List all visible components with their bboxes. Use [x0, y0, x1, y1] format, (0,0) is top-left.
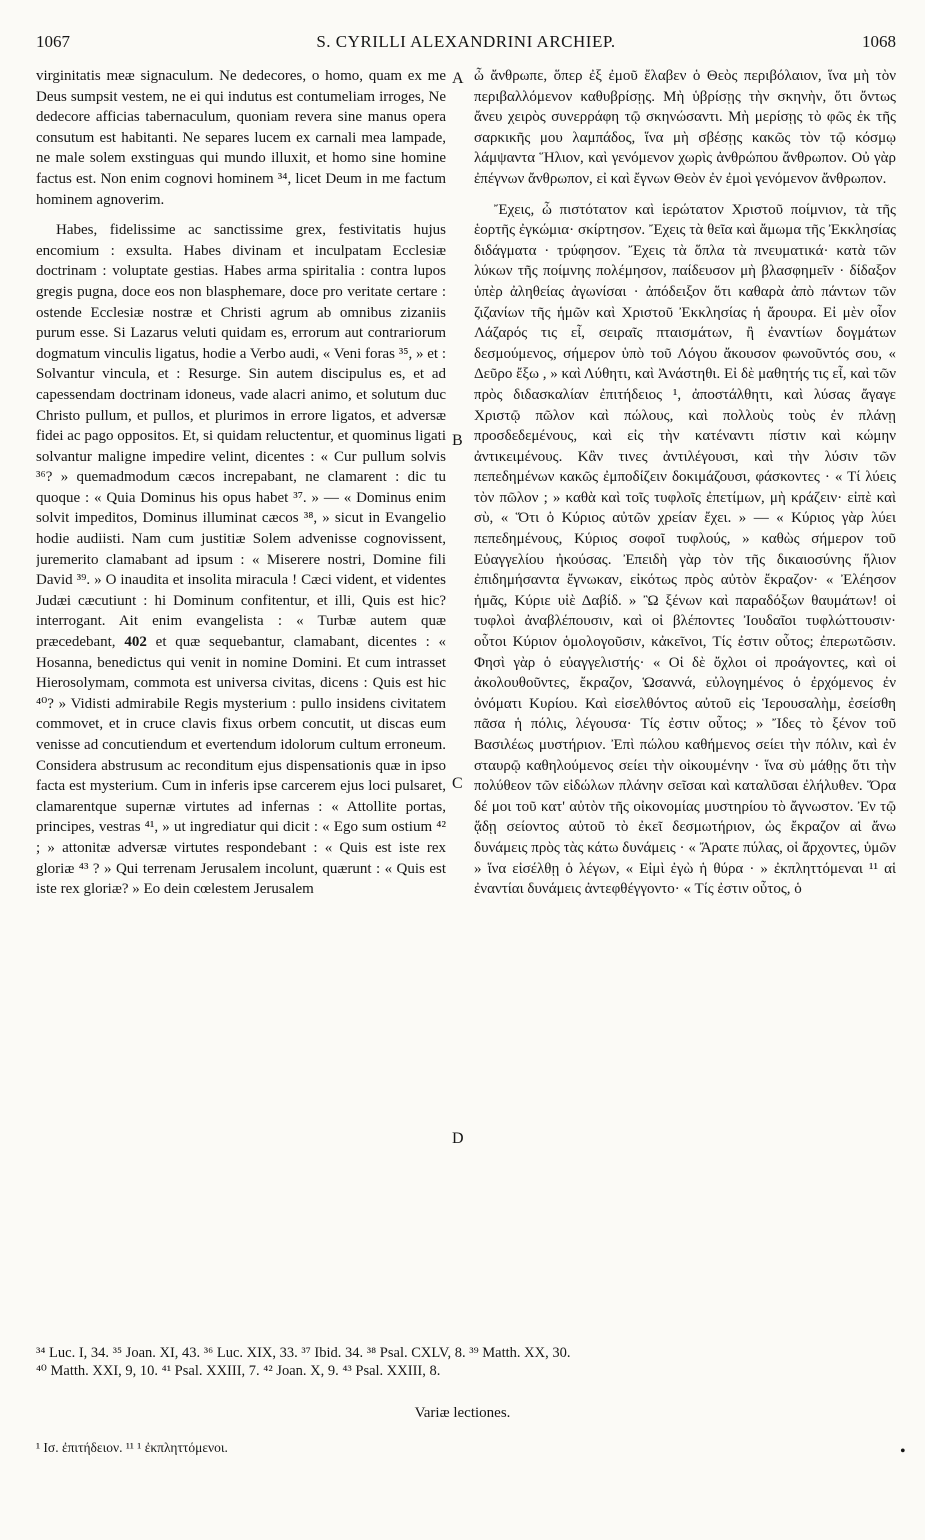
greek-paragraph-2: Ἔχεις, ὦ πιστότατον καὶ ἱερώτατον Χριστοῦ ποίμνιον, τὰ τῆς ἑορτῆς ἐγκώμια· σκίρτησον. Ἔχεις τὰ θεῖα καὶ ἄμωμα τῆς Ἐκκλησίας διδάγματα · τρύφησον. Ἔχεις τὰ ὅπλα τὰ πνευματικά· κατὰ τῶν λύκων τῆς ποίμνης πολέμησον, παίδευσον μὴ βλασφημεῖν · δίδαξον ὑπὲρ ἀληθείας ἀγωνίσαι · ἀπόδειξον ὅτι καθαρὰ ἀπὸ πάντων τῶν ζιζανίων τῆς ἡμῶν καὶ Χριστοῦ Ἐκκλησίας ἡ ἄρουρα. Εἰ μὲν οἷον Λάζαρός τις εἶ, σειραῖς πταισμάτων, ἢ ἐναντίων δογμάτων δεσμούμενος, σήμερον ὑπὸ τοῦ Λόγου ἄκουσον φωνοῦντός σου, « Δεῦρο ἔξω , » καὶ Λύθητι, καὶ Ἀνάστηθι. Εἰ δὲ μαθητής τις εἶ, καὶ τῶν πρὸς διδασκαλίαν ἐπιτήδειος ¹, ἀποστάλθητι, καὶ λύσας ἄγαγε Χριστῷ πῶλον καὶ πώλους, καὶ πολλοὺς τοὺς ἐν πλάνῃ προσδεδεμένους, καὶ εἰς τὴν κατέναντι πίστιν καὶ κώμην ἀντικειμένους. Κἂν τινες ἀντιλέγουσι, καὶ τὴν λύσιν τῶν πεπεδημένων κακῶς ἐμποδίζειν δοκιμάζουσι, φάσκοντες · « Τί λύεις τὸν πῶλον ; » καθὰ καὶ τοῖς τυφλοῖς ἐπετίμων, μὴ κράζειν· εἰπὲ καὶ σὺ, « Ὅτι ὁ Κύριος αὐτῶν χρείαν ἔχει. » — « Κύριος γὰρ λύει πεπεδημένους, Κύριος σοφοῖ τυφλούς, » καθὼς σήμερον τοῦ Εὐαγγελίου ἠκούσας. Ἐπειδὴ γὰρ τὸν τῆς δικαιοσύνης ἥλιον ἐπιδημήσαντα ἔγνωκαν, εἰκότως πρὸς αὐτὸν ἔκραζον· « Ἐλέησον ἡμᾶς, Κύριε υἱὲ Δαβίδ. » Ὢ ξένων καὶ παραδόξων θαυμάτων! οἱ τυφλοὶ ἀναβλέπουσιν, καὶ οἱ βλέποντες Ἰουδαῖοι τυφλώττουσιν· οὗτοι Κύριον ὁμολογοῦσιν, κἀκεῖνοι, Τίς ἐστιν οὗτος; ἐπερωτῶσιν. Φησὶ γὰρ ὁ εὐαγγελιστής· « Οἱ δὲ ὄχλοι οἱ προάγοντες, καὶ οἱ ἀκολουθοῦντες, ἔκραζον, Ὡσαννά, εὐλογημένος ὁ ἐρχόμενος ἐν ὀνόματι Κυρίου. Καὶ εἰσελθόντος αὐτοῦ εἰς Ἱερουσαλὴμ, ἐσείσθη πᾶσα ἡ πόλις, λέγουσα· Τίς ἐστιν οὗτος; » Ἴδες τὸ ξένον τοῦ Βασιλέως μυστήριον. Ἐπὶ πώλου καθήμενος σείει τὴν πόλιν, καὶ ἐν σταυρῷ καθηλούμενος σείει τὴν οἰκουμένην · ἵνα σὺ μάθῃς ὅτι τὴν πολύθεον τῶν εἰδώλων πλάνην σεῖσαι καὶ καταλῦσαι ἐλήλυθεν. Ὅρα δέ μοι τοῦ κατ' αὐτὸν τῆς οἰκονομίας μυστηρίου τὸ ἄγνωστον. Ἐν τῷ ᾅδῃ σείοντος αὐτοῦ τὸ ἐκεῖ δεσμωτήριον, ὡς ἔκραζον αἱ ἄνω δυνάμεις πρὸς τὰς κάτω δυνάμεις · « Ἄρατε πύλας, οἱ ἄρχοντες, ὑμῶν » ἵνα εἰσέλθῃ ὁ λέγων, « Εἰμὶ ἐγὼ ἡ θύρα · » ἐκπληττόμεναι ¹¹ αἱ ἐναντίαι δυνάμεις ἀντεφθέγγοντο· « Τίς ἐστιν οὗτος, ὁ: [474, 201, 896, 898]
greek-paragraph-1: ὦ ἄνθρωπε, ὅπερ ἐξ ἐμοῦ ἔλαβεν ὁ Θεὸς περιβόλαιον, ἵνα μὴ τὸν περιβαλλόμενον καθυβρίσῃς. Μὴ ὑβρίσῃς τὴν σκηνὴν, ὅτι ὄντως ἄνευ χειρὸς συνερράφη τῷ σκηνώσαντι. Μὴ μερίσῃς τὸ φῶς ἐκ τῆς σαρκικῆς μου λαμπάδος, ἵνα μὴ σβέσῃς κακῶς τὸν τῷ κόσμῳ λάμψαντα Ἥλιον, καὶ γενόμενον χωρὶς ἀνθρώπου ἄνθρωπον. Οὐ γὰρ ἐπέγνων ἄνθρωπον, εἰ καὶ ἔγνων Θεὸν ἐν ἐμοὶ γενόμενον ἄνθρωπον.: [474, 68, 896, 187]
footnote-line-1: ³⁴ Luc. I, 34. ³⁵ Joan. XI, 43. ³⁶ Luc. XIX, 33. ³⁷ Ibid. 34. ³⁸ Psal. CXLV, 8. ³⁹ Matth. XX, 30.: [36, 1345, 571, 1361]
page-header: [36, 32, 896, 56]
section-marker-b: B: [452, 432, 463, 449]
column-number-left: 1067: [36, 32, 70, 51]
greek-column: [474, 66, 896, 1338]
latin-paragraph-2: [36, 220, 446, 900]
section-marker-c: C: [452, 775, 463, 792]
variae-lectiones-heading: Variæ lectiones.: [414, 1405, 511, 1421]
section-marker-d: D: [452, 1130, 464, 1147]
variant-reading-note: ¹ Ισ. ἐπιτήδειον. ¹¹ ¹ ἐκπληττόμενοι.: [36, 1440, 228, 1455]
latin-paragraph-2-text: Habes, fidelissime ac sanctissime grex, festivitatis hujus encomium : exsulta. Habes divinam et inculpatam Ecclesiæ doctrinam : voluptate gestias. Habes arma spiritalia : contra lupos gregis pugna, doce eos non blasphemare, doce pro veritate certare : ostende Ecclesiæ nostræ et Christi agrum ab omnibus zizaniis purum esse. Si Lazarus veluti quidam es, errorum aut contrariorum dogmatum vinculis ligatus, hodie a Verbo audi, « Veni foras ³⁵, » et : Solvantur vincula, et : Resurge. Sin autem discipulus es, et ad capessendam doctrinam idoneus, vade alacri animo, et solutum duc Christo pullum, et pullos, et plurimos in errore ligatos, et adversæ fidei ac pago oppositos. Et, si quidam reluctentur, et quominus ligati solvantur maligne impedire velint, dicentes : « Cur pullum solvis ³⁶? » quemadmodum cæcos increpabant, ne clamarent : dic tu quoque : « Quia Dominus his opus habet ³⁷. » — « Dominus enim solvit impeditos, Dominus illuminat cæcos ³⁸, » sicut in Evangelio hodie audiisti. Nam cum justitiæ Solem advenisse cognovissent, juremerito clamabant ad ipsum : « Miserere nostri, Domine fili David ³⁹. » O inaudita et insolita miracula ! Cæci vident, et videntes Judæi cæcutiunt : hi Dominum confitentur, et illi, Quis est hic? interrogant. Ait enim evangelista : « Turbæ autem quæ præcedebant,: [36, 222, 446, 651]
column-number-right: 1068: [862, 32, 896, 51]
section-marker-a: A: [452, 70, 464, 87]
footnote-line-2: ⁴⁰ Matth. XXI, 9, 10. ⁴¹ Psal. XXIII, 7. ⁴² Joan. X, 9. ⁴³ Psal. XXIII, 8.: [36, 1363, 441, 1379]
bullet-mark-icon: •: [900, 1443, 906, 1460]
latin-paragraph-2-continued: et quæ sequebantur, clamabant, dicentes : « Hosanna, benedictus qui venit in nomine Domini. Et cum intrasset Hierosolymam, commota est universa civitas, dicens : Quis est hic ⁴⁰? » Vidisti admirabile Regis mysterium : pullo insidens civitatem commovet, et in cruce clavis fixus orbem concutit, ut discas eum venisse ad concutiendum et evertendum idolorum cultum erroneum. Considera abstrusum ac reconditum ejus dispensationis quæ in ipso facta est mysterium. Cum in inferis ipse carcerem ejus loci pulsaret, clamarentque supernæ virtutes ad infernas : « Attollite portas, principes, vestras ⁴¹, » ut ingrediatur qui dicit : « Ego sum ostium ⁴² ; » attonitæ adversæ virtutes respondebant : « Quis est iste rex gloriæ ⁴³ ? » Qui terrenam Jerusalem incolunt, quærunt : « Quis est iste rex gloriæ? » Eo dein cœlestem Jerusalem: [36, 634, 446, 898]
latin-paragraph-1: virginitatis meæ signaculum. Ne dedecores, o homo, quam ex me Deus sumpsit vestem, ne ei qui indutus est contumeliam irroges, Ne dedecore afficias tabernaculum, quoniam revera sine manus opera consutum est habitanti. Ne separes lucem ex carnali mea lampade, ne male solem exstinguas qui mundo illuxit, et homo sine homine factus est. Non enim cognovi hominem ³⁴, licet Deum in me factum hominem agnoverim.: [36, 68, 446, 208]
scripture-footnotes: [36, 1344, 896, 1380]
latin-column: [36, 66, 446, 1338]
page-marker: 402: [124, 634, 147, 651]
running-title: S. CYRILLI ALEXANDRINI ARCHIEP.: [316, 32, 616, 51]
